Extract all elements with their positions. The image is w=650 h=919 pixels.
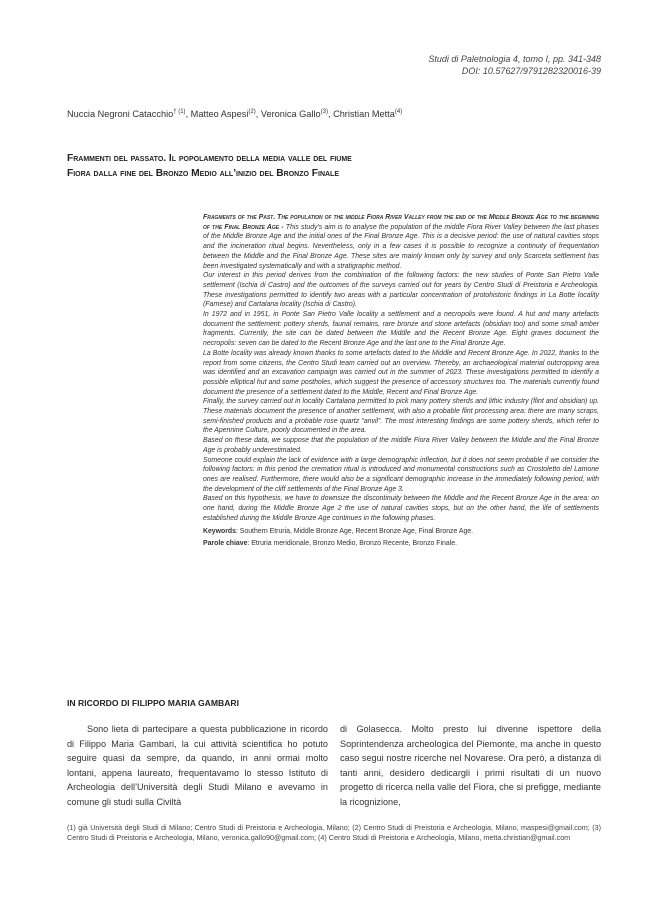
author-separator: , [255, 109, 261, 120]
body-column-left [67, 722, 328, 810]
section-heading: IN RICORDO DI FILIPPO MARIA GAMBARI [67, 698, 240, 708]
abstract-paragraph: Someone could explain the lack of evidence with a large demographic inflection, but it does not seem probable if we consider the following factors: in this period the cremation ritual is introduced and monumental constructions such as Crostoletto del Lamone ones are realised. Furthermore, there would also be a significant demographic increase in the immediately following period, with the development of the cliff settlements of the Final Bronze Age 3. [203, 456, 599, 493]
author-list [67, 109, 587, 119]
keywords [203, 527, 599, 537]
abstract-paragraph: Based on this hypothesis, we have to downsize the discontinuity between the Middle and the Recent Bronze Age in the area: on one hand, during the Middle Bronze Age 2 the use of natural cavities stops, but on the other hand, the life of settlements established during the Middle Bronze Age continues in the following phases. [203, 495, 599, 522]
author-name: Matteo Aspesi [190, 109, 249, 120]
footnote-text: (1) già Università degli Studi di Milano; Centro Studi di Preistoria e Archeologia, Milano; (2) Centro Studi di Preistoria e Archeologia, Milano, maspesi@gmail.com; (3) Centro Studi di Preistoria e Archeologia, Milano, veronica.gallo90@gmail.com; (4) Centro Studi di Preistoria e Archeologia, Milano, metta.christian@gmail.com [67, 823, 601, 843]
paper-title-line: Fiora dalla fine del Bronzo Medio all’inizio del Bronzo Finale [67, 168, 339, 179]
parole-chiave [203, 539, 599, 549]
parole-chiave-text: : Etruria meridionale, Bronzo Medio, Bronzo Recente, Bronzo Finale. [247, 540, 457, 548]
body-paragraph: Sono lieta di partecipare a questa pubblicazione in ricordo di Filippo Maria Gambari, la cui attività scientifica ho potuto seguire quasi da sempre, da quando, in anni ormai molto lontani, appena laureato, frequentavamo lo stesso Istituto di Archeologia dell’Università degli Studi Milano e avevamo in comune gli studi sulla Civiltà [67, 724, 328, 807]
author-name: Christian Metta [333, 109, 395, 120]
author-separator: , [327, 109, 334, 120]
author-separator: , [185, 109, 191, 120]
paper-title-line: Frammenti del passato. Il popolamento della media valle del fiume [67, 153, 352, 164]
journal-header [428, 53, 601, 77]
footnotes [67, 823, 601, 844]
abstract-paragraph: Finally, the survey carried out in locality Cartalana permitted to pick many pottery sherds and lithic industry (flint and obsidian) up. These materials document the presence of another settlement, with also a probable flint processing area: there are many scraps, semi-finished products and a probable rose quartz “anvil”. The most interesting findings are some pottery sherds, which refer to the Apennine Culture, poorly documented in the area. [203, 398, 599, 435]
body-column-right [340, 722, 601, 810]
author-affiliation-mark: (3) [320, 109, 328, 115]
abstract-english-title: Fragments of the Past. The population of the middle Fiora River Valley from the end of the Middle Bronze Age to the beginning of the Final Bronze Age - [203, 214, 599, 231]
body-paragraph: di Golasecca. Molto presto lui divenne ispettore della Soprintendenza archeologica del Piemonte, ma anche in questo caso segui nostre ricerche nel Novarese. Ora però, a distanza di tanti anni, desidero dedicargli i primi risultati di un nuovo progetto di ricerca nella valle del Fiora, che si prefigge, mediante la ricognizione, [340, 724, 601, 807]
abstract [203, 213, 599, 549]
abstract-paragraph: Our interest in this period derives from the combination of the following factors: the new studies of Ponte San Pietro Valle settlement (Ischia di Castro) and the outcomes of the surveys carried out for years by Centro Studi di Preistoria e Archeologia. These investigations permitted to identify two areas with a particular concentration of protohistoric findings in La Botte locality (Farnese) and Cartalana locality (Ischia di Castro). [203, 272, 599, 309]
abstract-paragraph [203, 213, 599, 271]
body-columns [67, 722, 601, 810]
keywords-label: Keywords [203, 527, 236, 535]
paper-title [67, 151, 567, 181]
parole-chiave-label: Parole chiave [203, 540, 248, 548]
author-name: Nuccia Negroni Catacchio [67, 109, 174, 120]
author-affiliation-mark: (2) [248, 109, 256, 115]
abstract-paragraph: La Botte locality was already known thanks to some artefacts dated to the Middle and Recent Bronze Age. In 2022, thanks to the report from some citizens, the Centro Studi team carried out an overview. Thereby, an archaeological material outcropping area was identified and an excavation campaign was carried out in the summer of 2023. These investigations permitted to identify a possible elliptical hut and some postholes, which suggest the presence of accessory structures too. The materials currently found document the presence of a settlement dated to the Middle, Recent and Final Bronze Age. [203, 349, 599, 396]
journal-citation: Studi di Paletnologia 4, tomo I, pp. 341-348 [428, 54, 601, 64]
journal-doi: DOI: 10.57627/9791282320016-39 [461, 66, 601, 76]
abstract-text: This study's aim is to analyse the population of the middle Fiora River Valley between the last phases of the Middle Bronze Age and the initial ones of the Final Bronze Age. This is a decisive period: the use of natural cavities stops and the incineration ritual begins. Nevertheless, only in a few cases it is possible to recognize a continuity of frequentation between the Middle and the Final Bronze Age. These sites are mainly known only by survey and only Scarceta settlement has been investigated systematically and with a stratigraphic method. [203, 223, 600, 270]
author-affiliation-mark: † (1) [173, 109, 186, 115]
abstract-paragraph: In 1972 and in 1951, in Ponte San Pietro Valle locality a settlement and a necropolis were found. A hut and many artefacts document the settlement: pottery sherds, faunal remains, rare bronze and stone artefacts (obsidian too) and some small amber fragments. Currently, the site can be dated between the Middle and the Recent Bronze Age. Eight graves document the necropolis: seven can be dated to the Recent Bronze Age and the last one to the Final Bronze Age. [203, 311, 599, 348]
author-name: Veronica Gallo [260, 109, 321, 120]
author-affiliation-mark: (4) [394, 109, 403, 115]
keywords-text: : Southern Etruria, Middle Bronze Age, Recent Bronze Age, Final Bronze Age. [235, 527, 474, 535]
abstract-paragraph: Based on these data, we suppose that the population of the middle Fiora River Valley between the Middle and the Final Bronze Age is probably underestimated. [203, 437, 599, 454]
